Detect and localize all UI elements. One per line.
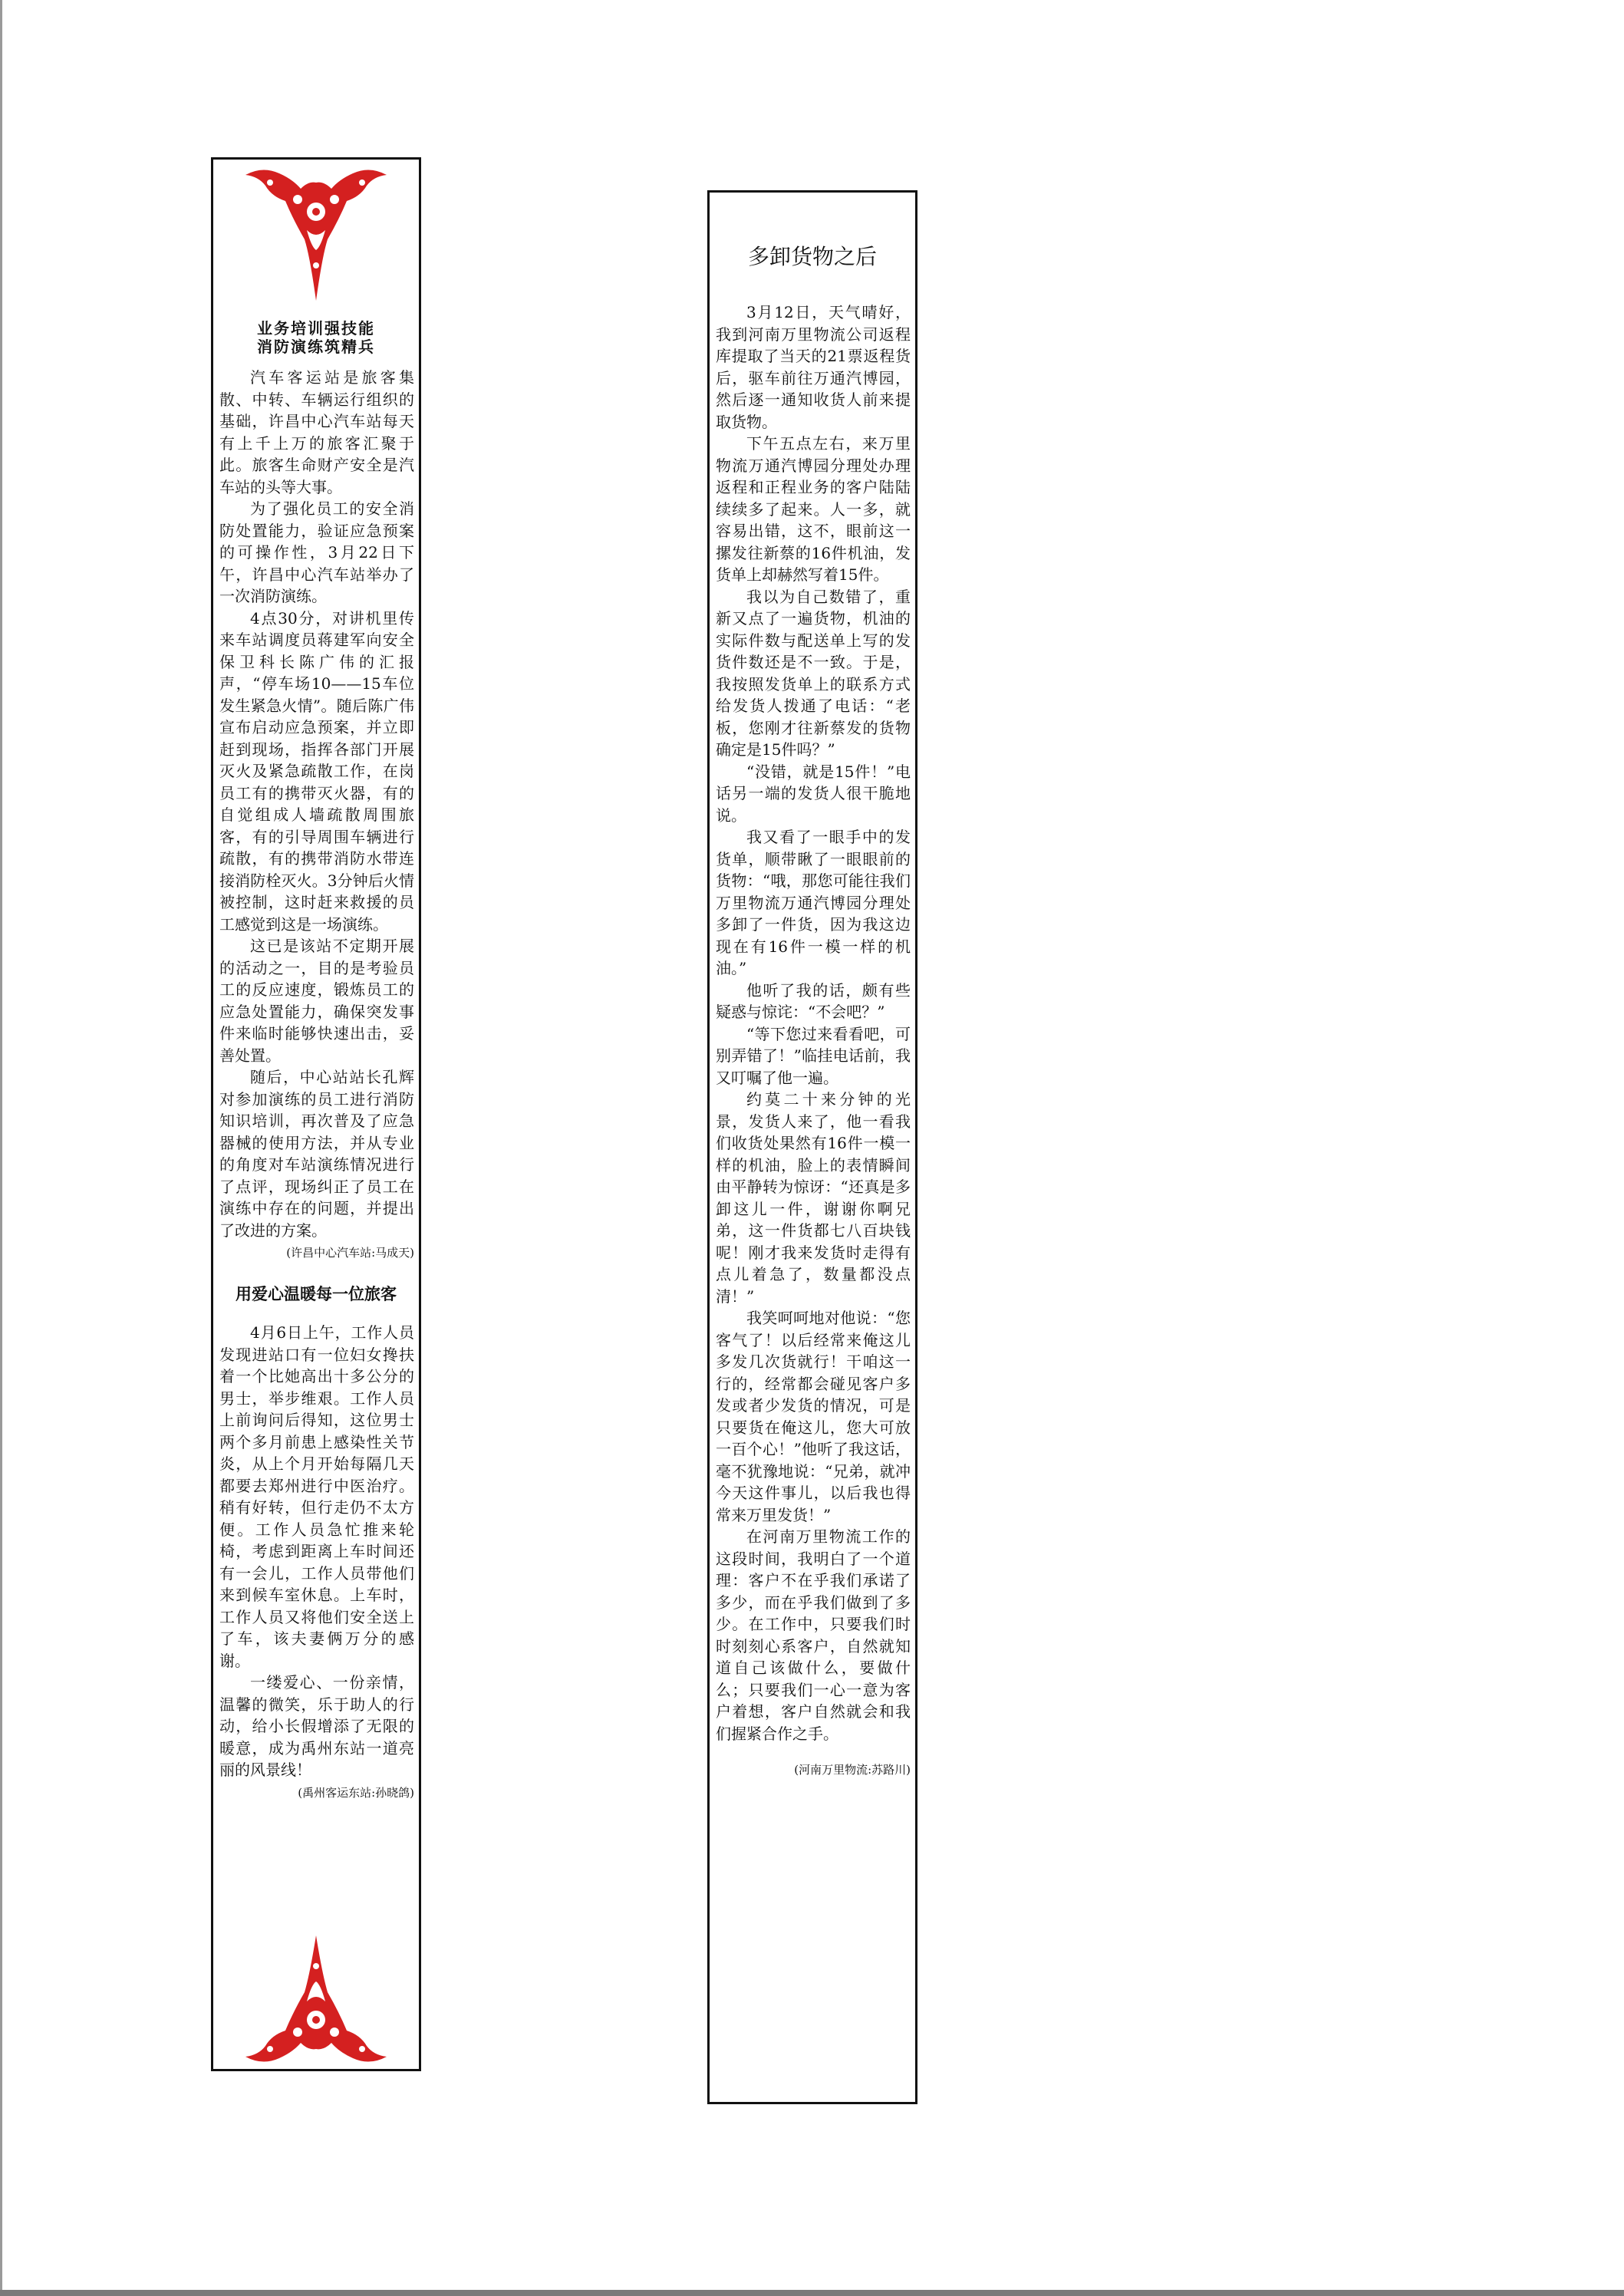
paragraph: 3月12日，天气晴好，我到河南万里物流公司返程库提取了当天的21票返程货后，驱车前往万通汽博园，然后逐一通知收货人前来提取货物。	[716, 303, 911, 431]
paragraph: 这已是该站不定期开展的活动之一，目的是考验员工的反应速度，锻炼员工的应急处置能力，确保突发事件来临时能够快速出击，妥善处置。	[219, 937, 414, 1065]
paragraph: 在河南万里物流工作的这段时间，我明白了一个道理：客户不在乎我们承诺了多少，而在乎我们做到了多少。在工作中，只要我们时时刻刻心系客户，自然就知道自己该做什么，要做什么；只要我们一心一意为客户着想，客户自然就会和我们握紧合作之手。	[716, 1527, 911, 1743]
paragraph: 为了强化员工的安全消防处置能力，验证应急预案的可操作性，3月22日下午，许昌中心汽车站举办了一次消防演练。	[219, 499, 414, 605]
title-line: 业务培训强技能	[257, 319, 375, 338]
article-title: 用爱心温暖每一位旅客	[236, 1285, 397, 1303]
paragraph: 约莫二十来分钟的光景，发货人来了，他一看我们收货处果然有16件一模一样的机油，脸上的表情瞬间由平静转为惊讶：“还真是多卸这儿一件，谢谢你啊兄弟，这一件货都七八百块钱呢！刚才我来发货时走得有点儿着急了，数量都没点清！”	[716, 1090, 911, 1306]
article-body	[213, 1322, 419, 1781]
page-edge	[0, 0, 2, 2296]
paragraph: 我笑呵呵地对他说：“您客气了！以后经常来俺这儿多发几次货就行！干咱这一行的，经常都会碰见客户多发或者少发货的情况，可是只要货在俺这儿，您大可放一百个心！”他听了我这话，毫不犹豫地说：“兄弟，就冲今天这件事儿，以后我也得常来万里发货！”	[716, 1309, 911, 1524]
red-ornament-icon	[239, 166, 393, 304]
paragraph: 下午五点左右，来万里物流万通汽博园分理处办理返程和正程业务的客户陆陆续续多了起来。人一多，就容易出错，这不，眼前这一摞发往新蔡的16件机油，发货单上却赫然写着15件。	[716, 434, 911, 584]
paragraph: “没错，就是15件！”电话另一端的发货人很干脆地说。	[716, 762, 911, 825]
left-column	[211, 157, 421, 2071]
paragraph: 他听了我的话，颇有些疑惑与惊诧：“不会吧？”	[716, 980, 911, 1021]
page-edge	[0, 2290, 1624, 2296]
paragraph: 我以为自己数错了，重新又点了一遍货物，机油的实际件数与配送单上写的发货件数还是不一致。于是，我按照发货单上的联系方式给发货人拨通了电话：“老板，您刚才往新蔡发的货物确定是15件吗？”	[716, 587, 911, 759]
paragraph: 随后，中心站站长孔辉对参加演练的员工进行消防知识培训，再次普及了应急器械的使用方法，并从专业的角度对车站演练情况进行了点评，现场纠正了员工在演练中存在的问题，并提出了改进的方案。	[219, 1068, 414, 1240]
red-ornament-icon	[239, 1934, 393, 2064]
article-title	[213, 319, 419, 356]
article-body	[213, 367, 419, 1241]
paragraph: 汽车客运站是旅客集散、中转、车辆运行组织的基础，许昌中心汽车站每天有上千上万的旅客汇聚于此。旅客生命财产安全是汽车站的头等大事。	[219, 368, 414, 496]
paragraph: “等下您过来看看吧，可别弄错了！”临挂电话前，我又叮嘱了他一遍。	[716, 1024, 911, 1087]
article-body	[710, 301, 915, 1744]
paragraph: 4点30分，对讲机里传来车站调度员蒋建军向安全保卫科长陈广伟的汇报声，“停车场10——15车位发生紧急火情”。随后陈广伟宣布启动应急预案，并立即赶到现场，指挥各部门开展灭火及紧急疏散工作，在岗员工有的携带灭火器，有的自觉组成人墙疏散周围旅客，有的引导周围车辆进行疏散，有的携带消防水带连接消防栓灭火。3分钟后火情被控制，这时赶来救援的员工感觉到这是一场演练。	[219, 608, 414, 934]
paragraph: 我又看了一眼手中的发货单，顺带瞅了一眼眼前的货物：“哦，那您可能往我们万里物流万通汽博园分理处多卸了一件货，因为我这边现在有16件一模一样的机油。”	[716, 828, 911, 977]
paragraph: 4月6日上午，工作人员发现进站口有一位妇女搀扶着一个比她高出十多公分的男士，举步维艰。工作人员上前询问后得知，这位男士两个多月前患上感染性关节炎，从上个月开始每隔几天都要去郑州进行中医治疗。稍有好转，但行走仍不太方便。工作人员急忙推来轮椅，考虑到距离上车时间还有一会儿，工作人员带他们来到候车室休息。上车时，工作人员又将他们安全送上了车，该夫妻俩万分的感谢。	[219, 1323, 414, 1670]
byline: (禹州客运东站:孙晓鸽)	[298, 1785, 414, 1800]
title-line: 消防演练筑精兵	[257, 338, 375, 356]
byline: (河南万里物流:苏路川)	[794, 1763, 911, 1777]
article-title: 多卸货物之后	[747, 244, 877, 269]
paragraph: 一缕爱心、一份亲情，温馨的微笑，乐于助人的行动，给小长假增添了无限的暖意，成为禹州东站一道亮丽的风景线！	[219, 1673, 414, 1779]
byline: (许昌中心汽车站:马成天)	[286, 1246, 414, 1260]
right-column	[707, 190, 917, 2104]
